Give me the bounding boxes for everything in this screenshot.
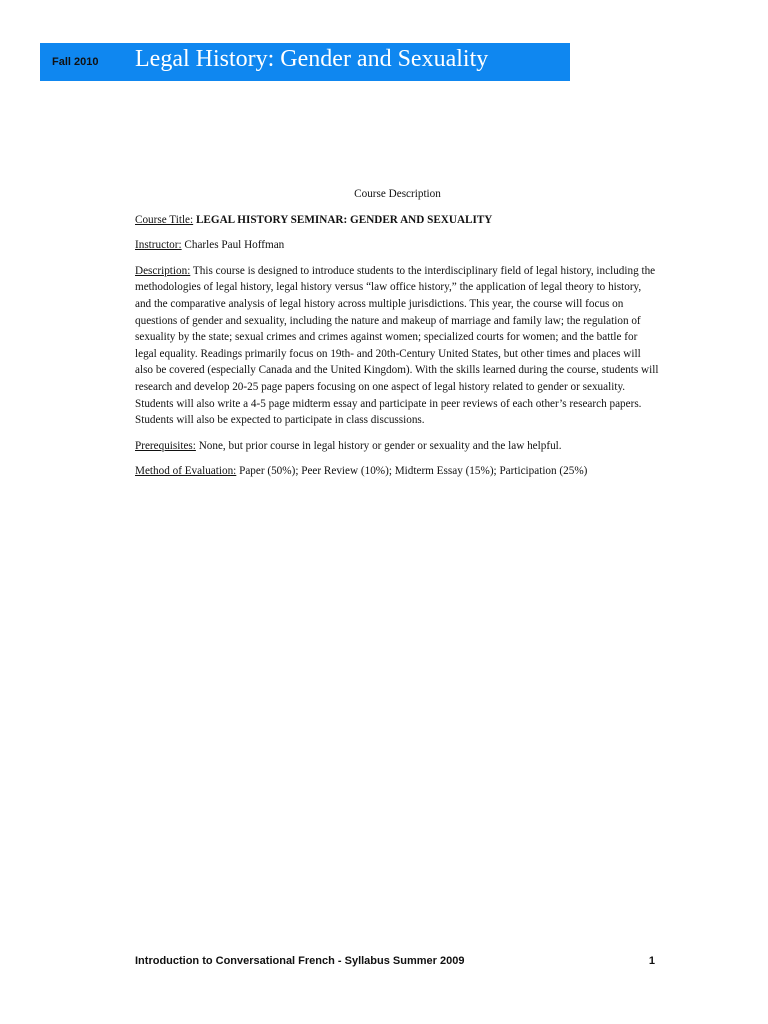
description-label: Description: xyxy=(135,264,191,277)
evaluation-value: Paper (50%); Peer Review (10%); Midterm Essay (15%); Participation (25%) xyxy=(239,465,588,478)
prerequisites-label: Prerequisites: xyxy=(135,439,196,452)
document-title: Legal History: Gender and Sexuality xyxy=(135,46,489,72)
course-title-value: LEGAL HISTORY SEMINAR: GENDER AND SEXUALITY xyxy=(195,213,493,226)
instructor-field xyxy=(135,237,660,254)
page-number: 1 xyxy=(648,955,655,967)
instructor-label: Instructor: xyxy=(135,239,182,252)
description-field xyxy=(135,263,660,429)
prerequisites-value: None, but prior course in legal history or gender or sexuality and the law helpful. xyxy=(198,439,562,452)
header-bar xyxy=(40,43,570,81)
prerequisites-field xyxy=(135,438,660,455)
course-title-label: Course Title: xyxy=(135,213,194,226)
evaluation-field xyxy=(135,463,660,480)
section-heading: Course Description xyxy=(354,188,441,200)
course-title-field xyxy=(135,212,660,229)
term-label: Fall 2010 xyxy=(52,56,99,68)
description-value: This course is designed to introduce students to the interdisciplinary field of legal history, including the methodologies of legal history, legal history versus “law office history,” the application of legal theory to history, and the comparative analysis of legal history across multiple jurisdictions. This year, the course will focus on questions of gender and sexuality, including the nature and makeup of marriage and family law; the regulation of sexuality by the state; sexual crimes and crimes against women; specialized courts for women; and the battle for legal equality. Readings primarily focus on 19th- and 20th-Century United States, but other times and places will also be covered (especially Canada and the United Kingdom). With the skills learned during the course, students will research and develop 20-25 page papers focusing on one aspect of legal history related to gender or sexuality. Students will also write a 4-5 page midterm essay and participate in peer reviews of each other’s research papers. Students will also be expected to participate in class discussions. xyxy=(135,264,659,427)
instructor-value: Charles Paul Hoffman xyxy=(184,239,285,252)
evaluation-label: Method of Evaluation: xyxy=(135,465,237,478)
course-description-section xyxy=(135,186,660,489)
footer-title: Introduction to Conversational French - Syllabus Summer 2009 xyxy=(135,955,465,967)
